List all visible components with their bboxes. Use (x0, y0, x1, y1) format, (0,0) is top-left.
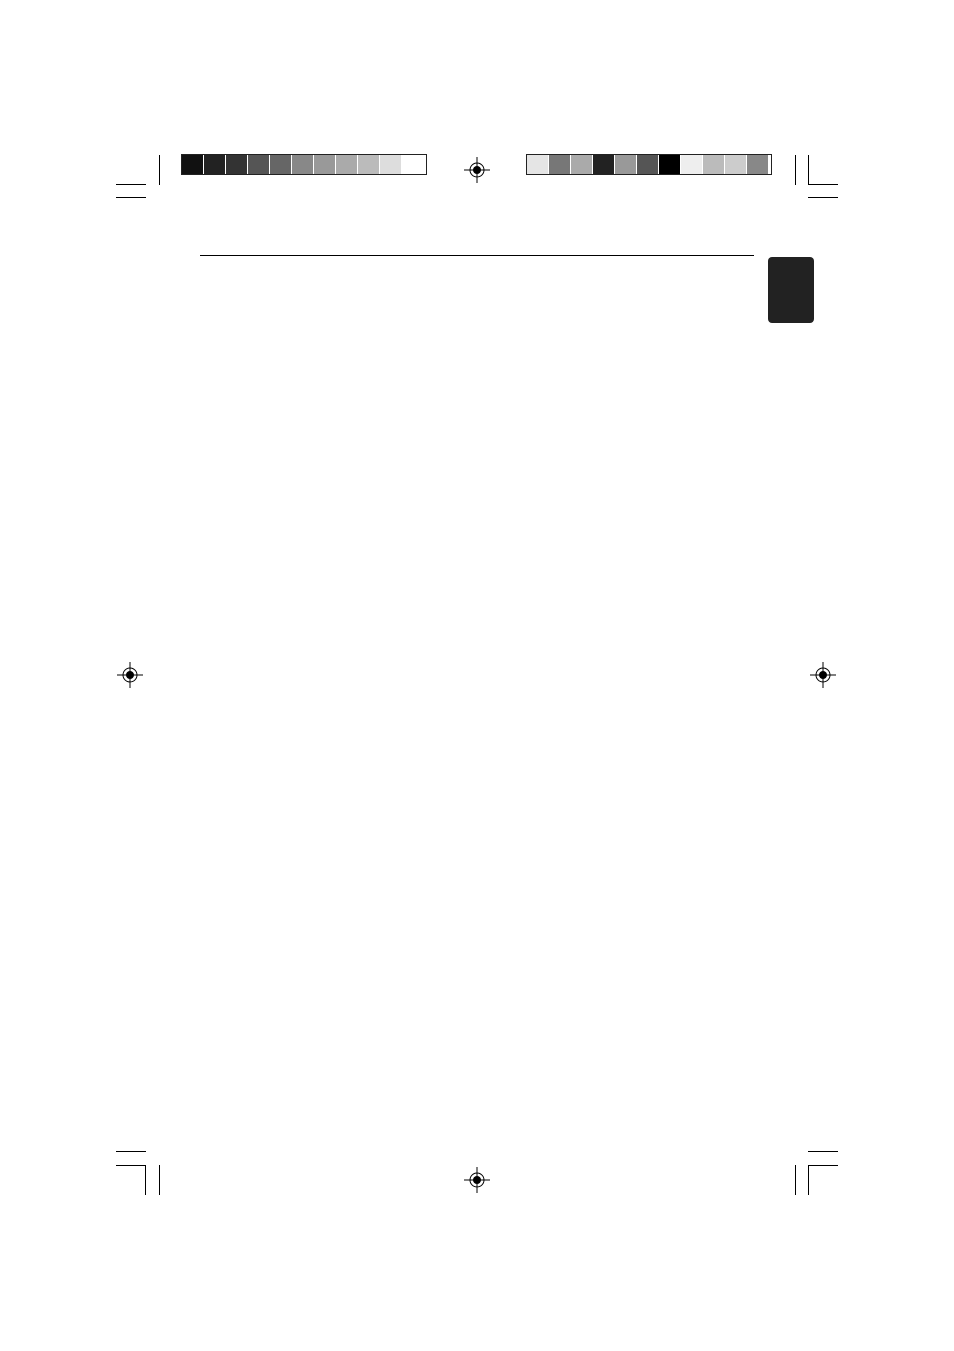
registration-mark-icon (464, 157, 490, 183)
language-tab (768, 257, 814, 323)
gray-scale-bar (181, 154, 427, 175)
title-rule (200, 255, 754, 256)
color-scale-bar (526, 154, 772, 175)
registration-mark-icon (810, 662, 836, 688)
registration-mark-icon (464, 1167, 490, 1193)
registration-mark-icon (117, 662, 143, 688)
